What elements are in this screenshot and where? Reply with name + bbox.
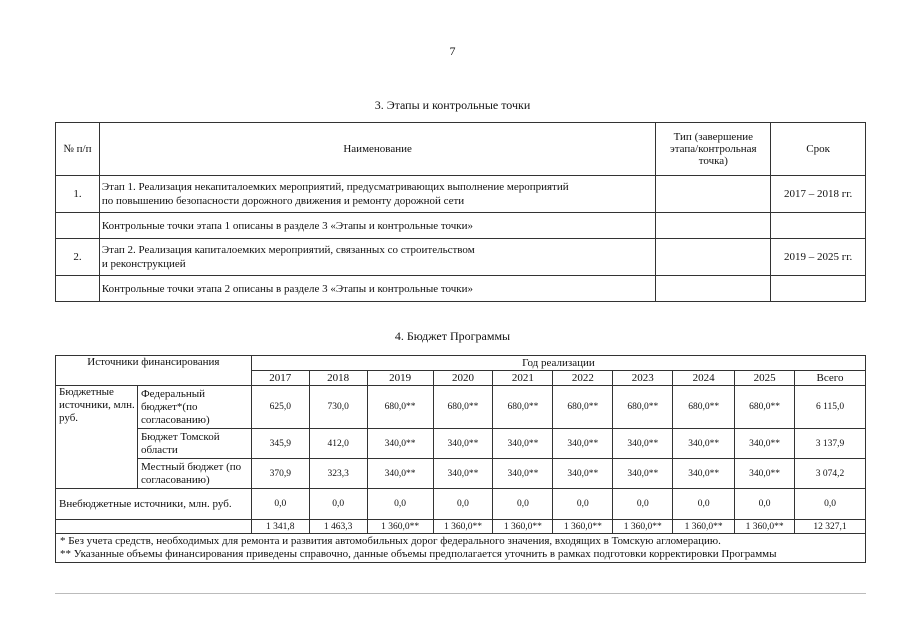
stage-row-2 xyxy=(56,239,866,276)
total-cell: 1 360,0** xyxy=(613,520,673,534)
checkpoint-text: Контрольные точки этапа 2 описаны в разделе 3 «Этапы и контрольные точки» xyxy=(99,276,655,302)
row-label: Местный бюджет (по согласованию) xyxy=(137,459,251,489)
year-header: 2018 xyxy=(309,371,367,386)
budget-cell: 340,0** xyxy=(493,459,553,489)
stage-num: 2. xyxy=(56,239,100,276)
stage-type xyxy=(656,239,771,276)
budget-cell: 625,0 xyxy=(251,386,309,429)
section-4-title: 4. Бюджет Программы xyxy=(394,329,511,343)
header-year: Год реализации xyxy=(251,356,865,371)
header-type: Тип (завершение этапа/контрольная точка) xyxy=(656,123,771,176)
budget-row-federal xyxy=(56,386,866,429)
budget-cell: 0,0 xyxy=(493,489,553,520)
budget-cell: 340,0** xyxy=(433,429,493,459)
header-term: Срок xyxy=(771,123,866,176)
budget-row-local xyxy=(56,459,866,489)
budget-cell: 680,0** xyxy=(613,386,673,429)
budget-cell: 680,0** xyxy=(433,386,493,429)
budget-cell: 340,0** xyxy=(613,429,673,459)
total-cell: 1 360,0** xyxy=(673,520,735,534)
budget-cell: 340,0** xyxy=(553,429,613,459)
total-cell: 1 341,8 xyxy=(251,520,309,534)
budget-cell: 340,0** xyxy=(673,429,735,459)
footnote-1: * Без учета средств, необходимых для ремонта и развития автомобильных дорог федерального значения, входящих в Томскую агломерацию. xyxy=(60,535,721,547)
total-cell: 1 360,0** xyxy=(553,520,613,534)
total-cell: 1 360,0** xyxy=(367,520,433,534)
budget-cell: 0,0 xyxy=(309,489,367,520)
budget-cell: 340,0** xyxy=(673,459,735,489)
budget-cell: 680,0** xyxy=(735,386,795,429)
budget-cell: 0,0 xyxy=(735,489,795,520)
budget-cell: 370,9 xyxy=(251,459,309,489)
budget-cell: 340,0** xyxy=(367,429,433,459)
budget-cell: 340,0** xyxy=(735,459,795,489)
bottom-divider xyxy=(55,593,866,594)
budget-cell: 680,0** xyxy=(553,386,613,429)
budget-row-tomsk xyxy=(56,429,866,459)
footnote-2: ** Указанные объемы финансирования приведены справочно, данные объемы предполагается уточнить в рамках подготовки корректировки Программы xyxy=(60,548,777,560)
stages-table xyxy=(55,122,866,302)
budget-cell: 340,0** xyxy=(493,429,553,459)
footnotes-row xyxy=(56,534,866,563)
total-cell: 1 360,0** xyxy=(493,520,553,534)
budget-cell: 680,0** xyxy=(493,386,553,429)
budget-cell: 340,0** xyxy=(735,429,795,459)
row-label: Бюджет Томской области xyxy=(137,429,251,459)
budget-cell: 340,0** xyxy=(433,459,493,489)
checkpoint-row-2 xyxy=(56,276,866,302)
budget-group-label: Бюджетные источники, млн. руб. xyxy=(56,386,138,489)
budget-header-row-1 xyxy=(56,356,866,371)
stage-name-line-1: Этап 2. Реализация капиталоемких мероприятий, связанных со строительством xyxy=(101,244,475,256)
stage-name-line-2: по повышению безопасности дорожного движения и ремонту дорожной сети xyxy=(101,195,465,207)
budget-cell: 345,9 xyxy=(251,429,309,459)
year-header: 2017 xyxy=(251,371,309,386)
budget-row-total xyxy=(56,520,866,534)
budget-cell: 340,0** xyxy=(613,459,673,489)
total-cell: 1 360,0** xyxy=(735,520,795,534)
budget-cell: 3 074,2 xyxy=(795,459,866,489)
total-cell: 12 327,1 xyxy=(795,520,866,534)
stages-header-row xyxy=(56,123,866,176)
stage-name-line-2: и реконструкцией xyxy=(101,258,186,270)
year-header: Всего xyxy=(795,371,866,386)
stage-name xyxy=(99,176,655,213)
budget-cell: 340,0** xyxy=(553,459,613,489)
header-name: Наименование xyxy=(99,123,655,176)
budget-cell: 0,0 xyxy=(251,489,309,520)
budget-cell: 340,0** xyxy=(367,459,433,489)
budget-cell: 680,0** xyxy=(367,386,433,429)
budget-cell: 730,0 xyxy=(309,386,367,429)
stage-term: 2017 – 2018 гг. xyxy=(771,176,866,213)
year-header: 2022 xyxy=(553,371,613,386)
budget-table xyxy=(55,355,866,563)
section-3-title: 3. Этапы и контрольные точки xyxy=(374,98,531,112)
stage-type xyxy=(656,176,771,213)
year-header: 2021 xyxy=(493,371,553,386)
year-header: 2025 xyxy=(735,371,795,386)
stage-name-line-1: Этап 1. Реализация некапиталоемких мероприятий, предусматривающих выполнение мероприятий xyxy=(101,181,569,193)
budget-cell: 0,0 xyxy=(795,489,866,520)
budget-cell: 323,3 xyxy=(309,459,367,489)
header-num: № п/п xyxy=(56,123,100,176)
budget-cell: 412,0 xyxy=(309,429,367,459)
checkpoint-row-1 xyxy=(56,213,866,239)
year-header: 2023 xyxy=(613,371,673,386)
budget-cell: 3 137,9 xyxy=(795,429,866,459)
total-cell: 1 360,0** xyxy=(433,520,493,534)
stage-name xyxy=(99,239,655,276)
budget-cell: 0,0 xyxy=(673,489,735,520)
header-sources: Источники финансирования xyxy=(56,356,252,386)
footnotes xyxy=(56,534,866,563)
budget-cell: 6 115,0 xyxy=(795,386,866,429)
row-label: Внебюджетные источники, млн. руб. xyxy=(56,489,252,520)
stage-term: 2019 – 2025 гг. xyxy=(771,239,866,276)
year-header: 2019 xyxy=(367,371,433,386)
budget-cell: 0,0 xyxy=(433,489,493,520)
budget-cell: 0,0 xyxy=(553,489,613,520)
budget-cell: 0,0 xyxy=(367,489,433,520)
year-header: 2020 xyxy=(433,371,493,386)
budget-row-extrabudget xyxy=(56,489,866,520)
row-label: Федеральный бюджет*(по согласованию) xyxy=(137,386,251,429)
budget-cell: 680,0** xyxy=(673,386,735,429)
stage-num: 1. xyxy=(56,176,100,213)
checkpoint-text: Контрольные точки этапа 1 описаны в разделе 3 «Этапы и контрольные точки» xyxy=(99,213,655,239)
total-cell: 1 463,3 xyxy=(309,520,367,534)
year-header: 2024 xyxy=(673,371,735,386)
budget-cell: 0,0 xyxy=(613,489,673,520)
stage-row-1 xyxy=(56,176,866,213)
page-number: 7 xyxy=(449,44,456,58)
